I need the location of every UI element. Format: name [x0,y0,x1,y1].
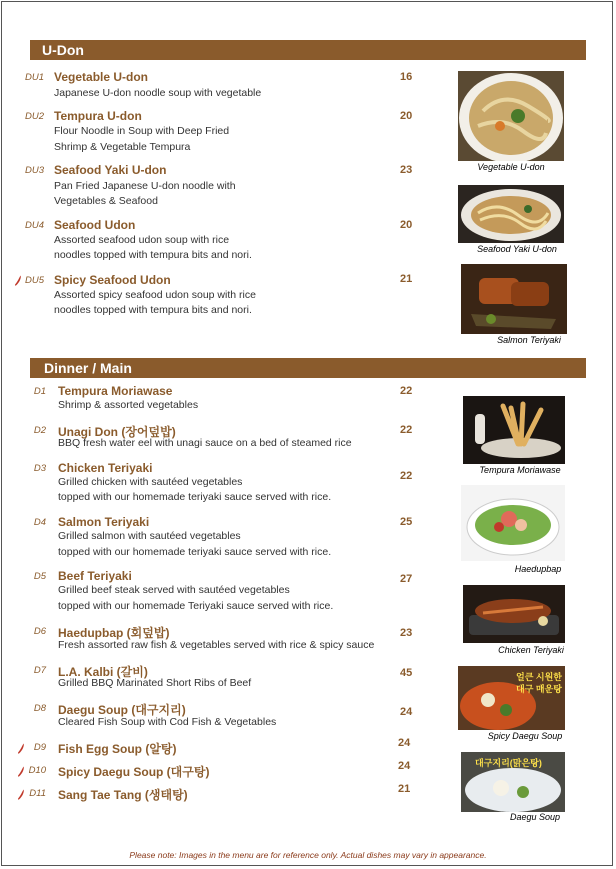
item-name: Haedupbap (회덮밥) [58,626,170,640]
item-price: 25 [400,516,413,528]
item-desc: Grilled chicken with sautéed vegetables [58,476,243,488]
item-code: DU5 [24,275,44,286]
item-name: Spicy Daegu Soup (대구탕) [58,765,210,779]
item-desc: topped with our homemade teriyaki sauce served with rice. [58,546,332,558]
photo-overlay-text: 대구지리(맑은탕) [475,758,542,768]
item-desc: Vegetables & Seafood [54,195,158,207]
item-price: 20 [400,219,413,231]
item-name: Fish Egg Soup (알탕) [58,742,177,756]
item-desc: Grilled beef steak served with sautéed vegetables [58,584,290,596]
item-name: Sang Tae Tang (생태탕) [58,788,188,802]
item-price: 23 [400,164,413,176]
item-code: D9 [33,742,46,753]
item-price: 20 [400,110,413,122]
item-desc: Fresh assorted raw fish & vegetables served with rice & spicy sauce [58,639,375,651]
photo-caption: Chicken Teriyaki [498,645,564,655]
item-desc: Flour Noodle in Soup with Deep Fried [54,125,230,137]
item-desc: Grilled BBQ Marinated Short Ribs of Beef [58,677,252,689]
item-name: Unagi Don (장어덮밥) [58,425,176,439]
item-price: 22 [400,470,413,482]
chicken-teriyaki-photo [463,585,565,643]
item-code: D2 [33,425,46,436]
item-desc: noodles topped with tempura bits and nori. [54,304,252,316]
item-desc: Assorted seafood udon soup with rice [54,234,230,246]
item-desc: Grilled salmon with sautéed vegetables [58,530,241,542]
item-price: 22 [400,385,413,397]
item-desc: topped with our homemade Teriyaki sauce served with rice. [58,600,334,612]
item-desc: Shrimp & Vegetable Tempura [54,141,191,153]
item-name: Seafood Yaki U-don [54,163,167,177]
item-code: D5 [33,571,46,582]
photo-caption: Haedupbap [514,564,562,574]
item-desc: Assorted spicy seafood udon soup with rice [54,289,256,301]
item-price: 24 [398,760,411,772]
item-desc: noodles topped with tempura bits and nori. [54,249,252,261]
item-desc: Japanese U-don noodle soup with vegetable [54,87,262,99]
section-header-main: Dinner / Main [30,358,586,378]
photo-caption: Seafood Yaki U-don [477,244,557,254]
item-code: DU4 [24,220,44,231]
item-code: D7 [33,665,46,676]
photo-caption: Salmon Teriyaki [497,335,561,345]
item-name: L.A. Kalbi (갈비) [58,665,148,679]
item-code: D10 [28,765,46,776]
item-code: D4 [33,517,46,528]
photo-overlay-text: 얼큰 시원한 [516,672,562,682]
seafood-yaki-udon-photo [458,185,564,243]
item-code: DU1 [24,72,44,83]
item-code: D1 [33,386,46,397]
item-name: Daegu Soup (대구지리) [58,703,186,717]
item-code: D8 [33,703,46,714]
item-name: Salmon Teriyaki [58,515,150,529]
photo-caption: Tempura Moriawase [479,465,561,475]
photo-overlay-text: 대구 매운탕 [516,684,562,694]
item-code: D3 [33,463,46,474]
item-desc: Shrimp & assorted vegetables [58,399,199,411]
item-name: Tempura U-don [54,109,142,123]
tempura-moriawase-photo [463,396,565,464]
item-name: Spicy Seafood Udon [54,273,171,287]
photo-caption: Vegetable U-don [477,162,545,172]
item-desc: BBQ fresh water eel with unagi sauce on a bed of steamed rice [58,437,352,449]
item-price: 22 [400,424,413,436]
item-price: 45 [400,667,413,679]
salmon-teriyaki-photo [461,264,567,334]
item-desc: topped with our homemade teriyaki sauce served with rice. [58,491,332,503]
item-price: 24 [400,706,413,718]
item-name: Vegetable U-don [54,70,149,84]
item-name: Beef Teriyaki [58,569,132,583]
item-price: 16 [400,71,413,83]
section-header-udon: U-Don [30,40,586,60]
item-price: 21 [400,273,413,285]
item-code: DU3 [24,165,44,176]
item-code: DU2 [24,111,44,122]
item-desc: Cleared Fish Soup with Cod Fish & Vegetables [58,716,277,728]
item-code: D6 [33,626,46,637]
item-name: Chicken Teriyaki [58,461,153,475]
item-price: 24 [398,737,411,749]
item-desc: Pan Fried Japanese U-don noodle with [54,180,236,192]
vegetable-udon-photo [458,71,564,161]
item-price: 21 [398,783,411,795]
footer-note: Please note: Images in the menu are for reference only. Actual dishes may vary in appearance. [129,850,487,860]
item-code: D11 [29,788,46,799]
photo-caption: Daegu Soup [509,812,561,822]
haedupbap-photo [461,485,565,561]
item-price: 23 [400,627,413,639]
daegu-soup-photo [461,752,565,812]
item-name: Seafood Udon [54,218,136,232]
spicy-daegu-soup-photo [458,666,565,730]
item-price: 27 [400,573,413,585]
photo-caption: Spicy Daegu Soup [487,731,563,741]
item-name: Tempura Moriawase [58,384,173,398]
